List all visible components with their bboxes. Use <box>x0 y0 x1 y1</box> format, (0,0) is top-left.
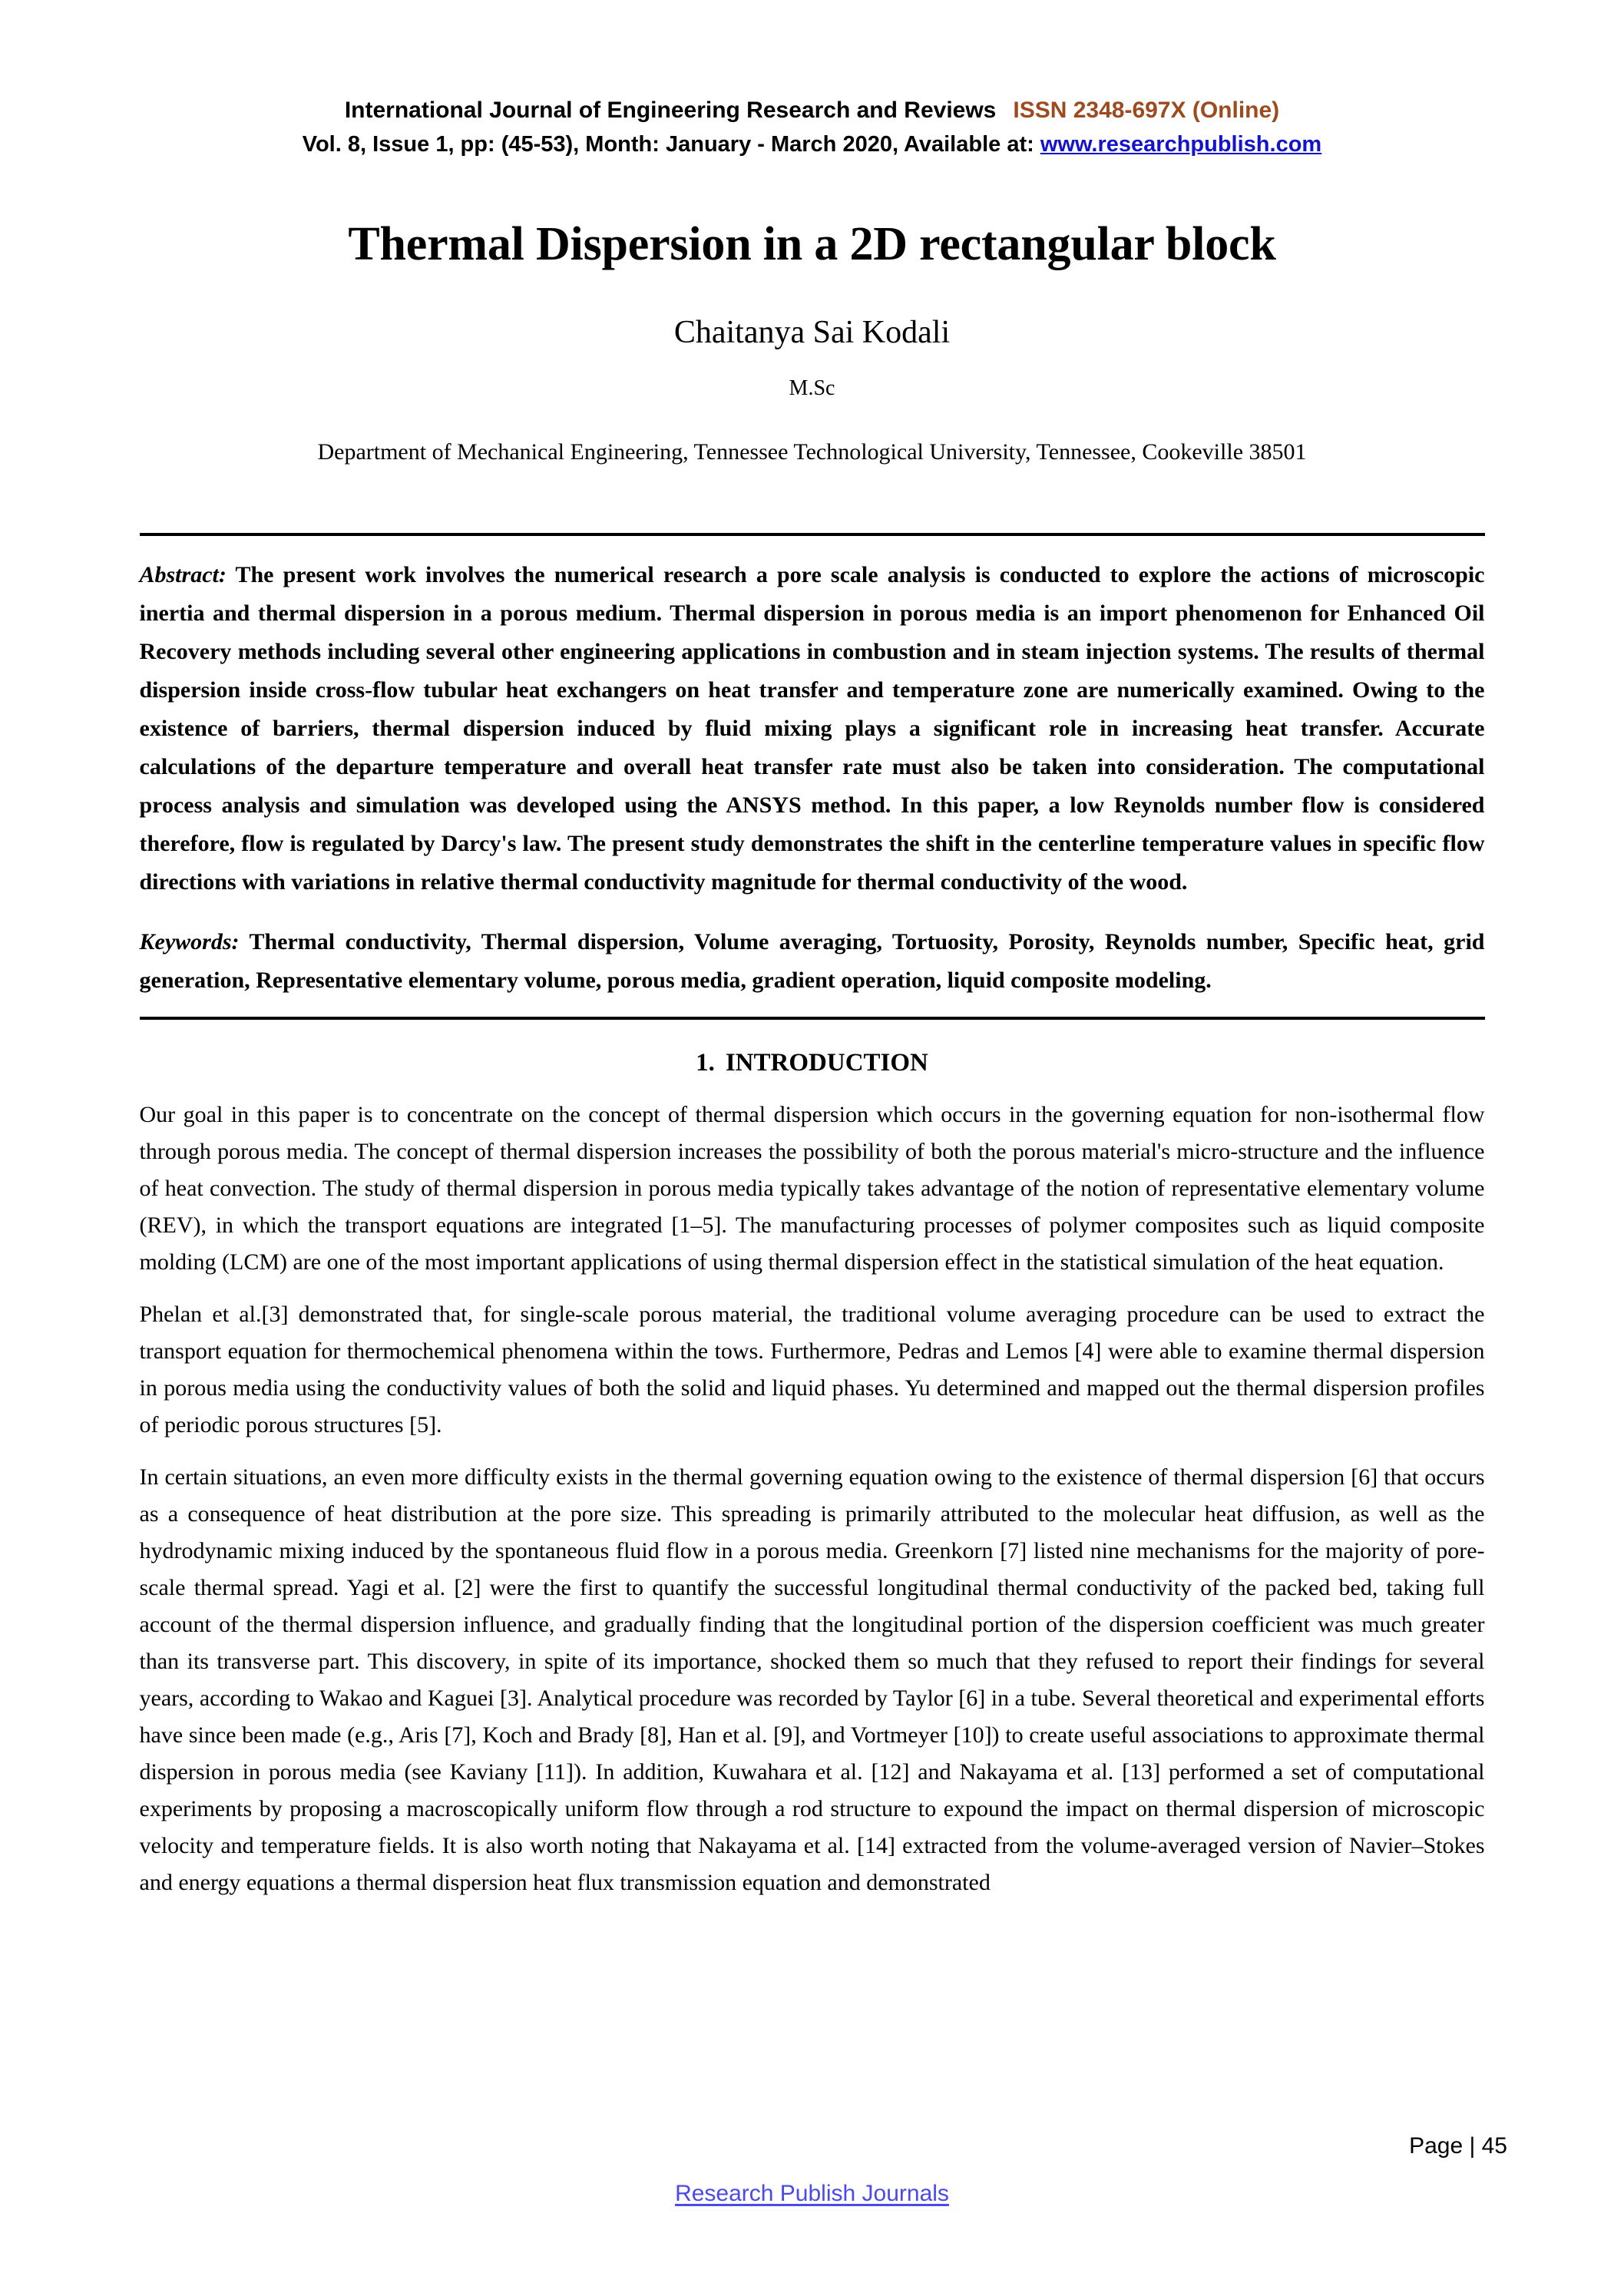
keywords-label: Keywords: <box>139 929 240 954</box>
journal-name: International Journal of Engineering Research and Reviews <box>344 98 997 123</box>
abstract-text: The present work involves the numerical research a pore scale analysis is conducted to explore the actions of microscopic inertia and thermal dispersion in a porous medium. Thermal dispersion in porous media is an import phenomenon for Enhanced Oil Recovery methods including several other engineering applications in combustion and in steam injection systems. The results of thermal dispersion inside cross-flow tubular heat exchangers on heat transfer and temperature zone are numerically examined. Owing to the existence of barriers, thermal dispersion induced by fluid mixing plays a significant role in increasing heat transfer. Accurate calculations of the departure temperature and overall heat transfer rate must also be taken into consideration. The computational process analysis and simulation was developed using the ANSYS method. In this paper, a low Reynolds number flow is considered therefore, flow is regulated by Darcy's law. The present study demonstrates the shift in the centerline temperature values in specific flow directions with variations in relative thermal conductivity magnitude for thermal conductivity of the wood. <box>139 562 1485 895</box>
keywords-paragraph <box>140 923 1485 1000</box>
keywords-text: Thermal conductivity, Thermal dispersion, Volume averaging, Tortuosity, Porosity, Reynolds number, Specific heat, grid generation, Representative elementary volume, porous media, gradient operation, liquid composite modeling. <box>139 929 1485 993</box>
introduction-body <box>140 1080 1485 1901</box>
section-title: INTRODUCTION <box>725 1049 928 1077</box>
abstract-paragraph <box>140 556 1485 902</box>
volume-issue-text: Vol. 8, Issue 1, pp: (45-53), Month: January - March 2020, Available at: <box>302 132 1040 157</box>
section-number: 1. <box>696 1049 715 1077</box>
issn-text: ISSN 2348-697X (Online) <box>1013 98 1280 123</box>
publisher-link[interactable]: Research Publish Journals <box>675 2181 949 2206</box>
page-title: Thermal Dispersion in a 2D rectangular block <box>348 218 1276 270</box>
footer <box>0 2181 1624 2207</box>
masthead-line-one <box>137 94 1488 127</box>
author-affiliation: Department of Mechanical Engineering, Tennessee Technological University, Tennessee, Cookeville 38501 <box>317 439 1307 465</box>
abstract-section <box>140 536 1485 1000</box>
author-degree: M.Sc <box>789 376 835 400</box>
section-heading-introduction <box>140 1020 1485 1080</box>
abstract-label: Abstract: <box>139 562 227 587</box>
journal-website-link[interactable]: www.researchpublish.com <box>1040 132 1322 157</box>
body-paragraph: Our goal in this paper is to concentrate on the concept of thermal dispersion which occurs in the governing equation for non-isothermal flow through porous media. The concept of thermal dispersion increases the possibility of both the porous material's micro-structure and the influence of heat convection. The study of thermal dispersion in porous media typically takes advantage of the notion of representative elementary volume (REV), in which the transport equations are integrated [1–5]. The manufacturing processes of polymer composites such as liquid composite molding (LCM) are one of the most important applications of using thermal dispersion effect in the statistical simulation of the heat equation. <box>139 1102 1485 1275</box>
journal-masthead <box>137 0 1488 161</box>
page-number: Page | 45 <box>1409 2133 1507 2159</box>
masthead-line-two <box>137 127 1488 161</box>
author-name: Chaitanya Sai Kodali <box>673 315 951 350</box>
body-paragraph: Phelan et al.[3] demonstrated that, for single-scale porous material, the traditional volume averaging procedure can be used to extract the transport equation for thermochemical phenomena within the tows. Furthermore, Pedras and Lemos [4] were able to examine thermal dispersion in porous media using the conductivity values of both the solid and liquid phases. Yu determined and mapped out the thermal dispersion profiles of periodic porous structures [5]. <box>139 1302 1485 1437</box>
body-paragraph: In certain situations, an even more difficulty exists in the thermal governing equation owing to the existence of thermal dispersion [6] that occurs as a consequence of heat distribution at the pore size. This spreading is primarily attributed to the molecular heat diffusion, as well as the hydrodynamic mixing induced by the spontaneous fluid flow in a porous media. Greenkorn [7] listed nine mechanisms for the majority of pore-scale thermal spread. Yagi et al. [2] were the first to quantify the successful longitudinal thermal conductivity of the packed bed, taking full account of the thermal dispersion influence, and gradually finding that the longitudinal portion of the dispersion coefficient was much greater than its transverse part. This discovery, in spite of its importance, shocked them so much that they refused to report their findings for several years, according to Wakao and Kaguei [3]. Analytical procedure was recorded by Taylor [6] in a tube. Several theoretical and experimental efforts have since been made (e.g., Aris [7], Koch and Brady [8], Han et al. [9], and Vortmeyer [10]) to create useful associations to approximate thermal dispersion in porous media (see Kaviany [11]). In addition, Kuwahara et al. [12] and Nakayama et al. [13] performed a set of computational experiments by proposing a macroscopically uniform flow through a rod structure to expound the impact on thermal dispersion of microscopic velocity and temperature fields. It is also worth noting that Nakayama et al. [14] extracted from the volume-averaged version of Navier–Stokes and energy equations a thermal dispersion heat flux transmission equation and demonstrated <box>139 1464 1485 1895</box>
title-block <box>137 217 1488 467</box>
